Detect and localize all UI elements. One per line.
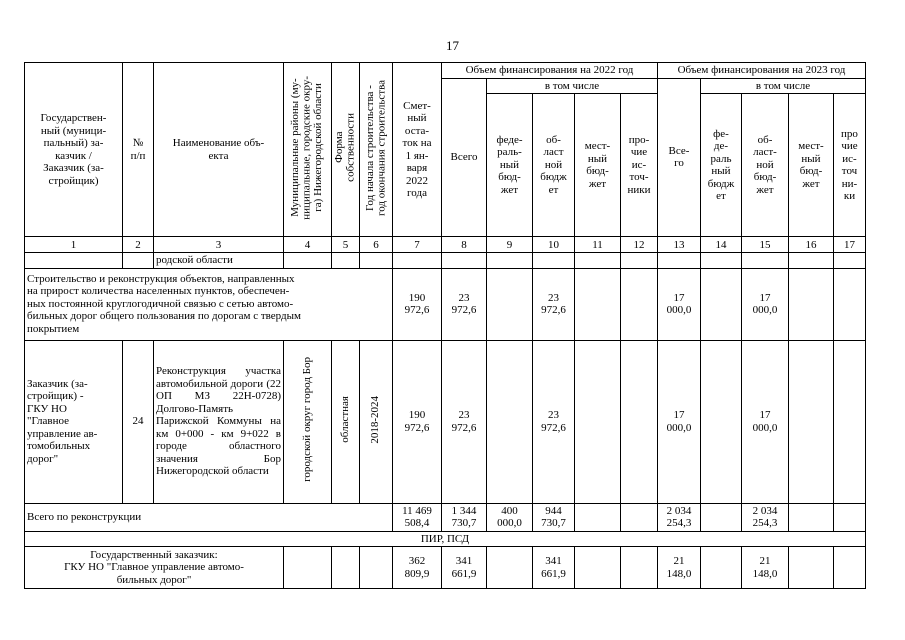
header-federal-2022: феде- раль- ный бюд- жет — [487, 94, 533, 237]
section-regional-2023: 17 000,0 — [742, 268, 789, 340]
pir-row — [25, 531, 866, 547]
header-financing-2022: Объем финансирования на 2022 год — [442, 63, 658, 79]
total-2023: 2 034 254,3 — [658, 503, 701, 531]
section-total-2022: 23 972,6 — [442, 268, 487, 340]
state-regional-2022: 341 661,9 — [533, 547, 575, 589]
header-other-2023: про чие ис- точ ни- ки — [834, 94, 866, 237]
continuation-text: родской области — [154, 253, 284, 269]
state-customer-label: Государственный заказчик: ГКУ НО "Главное управление автомо- бильных дорог" — [25, 547, 284, 589]
header-regional-2023: об- ласт- ной бюд- жет — [742, 94, 789, 237]
item-regional-2023: 17 000,0 — [742, 340, 789, 503]
col-num: 13 — [658, 237, 701, 253]
item-object-name: Реконструкция участка автомобильной дороги (22 ОП МЗ 22Н-0728) Долгово-Память Парижской Коммуны на км 0+000 - км 9+022 в городе областного значения Бор Нижегородской области — [154, 340, 284, 503]
col-num: 16 — [789, 237, 834, 253]
col-num: 2 — [123, 237, 154, 253]
header-object-name: Наименование объ- екта — [154, 63, 284, 237]
header-incl-2022: в том числе — [487, 78, 658, 94]
col-num: 5 — [332, 237, 360, 253]
header-federal-2023: фе- де- раль ный бюдж ет — [701, 94, 742, 237]
total-label: Всего по реконструкции — [25, 503, 393, 531]
item-years: 2018-2024 — [360, 340, 393, 503]
total-federal-2022: 400 000,0 — [487, 503, 533, 531]
section-title: Строительство и реконструкция объектов, направленных на прирост количества населенных пунктов, обеспечен- ных постоянной круглогодичной связью с сетью автомо- бильных дорог общего пользования по дорогам с твердым покрытием — [25, 268, 393, 340]
col-num: 4 — [284, 237, 332, 253]
pir-label: ПИР, ПСД — [25, 531, 866, 547]
header-total-2023: Все- го — [658, 78, 701, 237]
col-num: 9 — [487, 237, 533, 253]
item-estimate: 190 972,6 — [393, 340, 442, 503]
header-other-2022: про- чие ис- точ- ники — [621, 94, 658, 237]
section-estimate: 190 972,6 — [393, 268, 442, 340]
col-num: 17 — [834, 237, 866, 253]
item-regional-2022: 23 972,6 — [533, 340, 575, 503]
state-customer-row — [25, 547, 866, 589]
total-regional-2022: 944 730,7 — [533, 503, 575, 531]
header-financing-2023: Объем финансирования на 2023 год — [658, 63, 866, 79]
header-regional-2022: об- ласт ной бюдж ет — [533, 94, 575, 237]
col-num: 11 — [575, 237, 621, 253]
col-num: 6 — [360, 237, 393, 253]
total-estimate: 11 469 508,4 — [393, 503, 442, 531]
section-row — [25, 268, 866, 340]
header-total-2022: Всего — [442, 78, 487, 237]
total-row — [25, 503, 866, 531]
col-num: 10 — [533, 237, 575, 253]
state-total-2022: 341 661,9 — [442, 547, 487, 589]
header-local-2023: мест- ный бюд- жет — [789, 94, 834, 237]
item-district: городской округ город Бор — [284, 340, 332, 503]
header-local-2022: мест- ный бюд- жет — [575, 94, 621, 237]
header-years: Год начала строительства - год окончания строительства — [360, 63, 393, 237]
financing-table — [24, 62, 866, 589]
table-row — [25, 340, 866, 503]
header-customer: Государствен- ный (муници- пальный) за- казчик / Заказчик (за- стройщик) — [25, 63, 123, 237]
column-number-row — [25, 237, 866, 253]
section-total-2023: 17 000,0 — [658, 268, 701, 340]
header-districts: Муниципальные районы (му- ниципальные, городские окру- га) Нижегородской области — [284, 63, 332, 237]
col-num: 1 — [25, 237, 123, 253]
col-num: 7 — [393, 237, 442, 253]
col-num: 12 — [621, 237, 658, 253]
continuation-row — [25, 253, 866, 269]
item-total-2023: 17 000,0 — [658, 340, 701, 503]
col-num: 8 — [442, 237, 487, 253]
item-number: 24 — [123, 340, 154, 503]
item-ownership: областная — [332, 340, 360, 503]
header-number: № п/п — [123, 63, 154, 237]
total-regional-2023: 2 034 254,3 — [742, 503, 789, 531]
section-regional-2022: 23 972,6 — [533, 268, 575, 340]
header-ownership: Форма собственности — [332, 63, 360, 237]
col-num: 15 — [742, 237, 789, 253]
total-2022: 1 344 730,7 — [442, 503, 487, 531]
item-customer: Заказчик (за- стройщик) - ГКУ НО "Главное управление ав- томобильных дорог" — [25, 340, 123, 503]
page-number: 17 — [446, 38, 459, 53]
state-estimate: 362 809,9 — [393, 547, 442, 589]
item-total-2022: 23 972,6 — [442, 340, 487, 503]
header-incl-2023: в том числе — [701, 78, 866, 94]
state-total-2023: 21 148,0 — [658, 547, 701, 589]
header-estimate-balance: Смет- ный оста- ток на 1 ян- варя 2022 года — [393, 63, 442, 237]
col-num: 3 — [154, 237, 284, 253]
col-num: 14 — [701, 237, 742, 253]
state-regional-2023: 21 148,0 — [742, 547, 789, 589]
